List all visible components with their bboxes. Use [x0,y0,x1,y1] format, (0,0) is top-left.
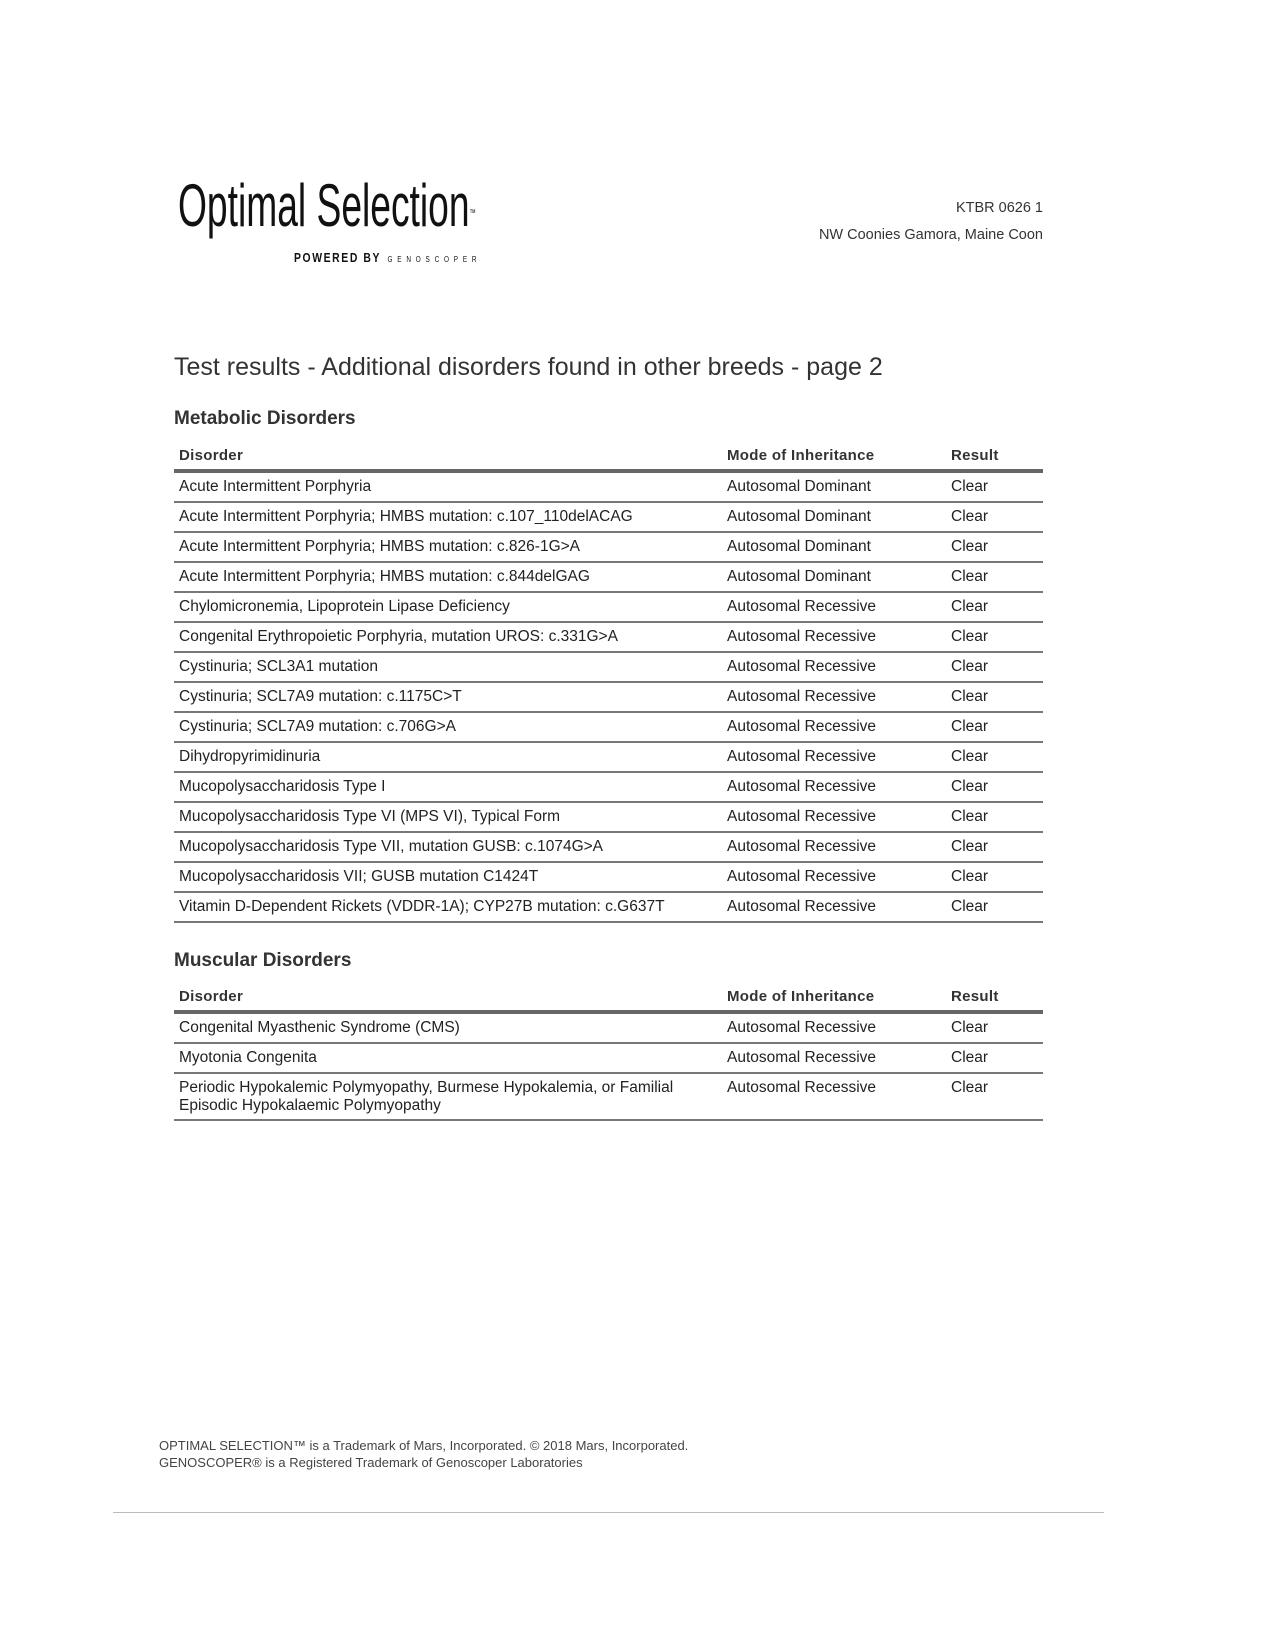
table-row [174,682,1043,712]
table-row [174,471,1043,502]
footer-line-2: GENOSCOPER® is a Registered Trademark of Genoscoper Laboratories [159,1454,583,1470]
inheritance-cell: Autosomal Recessive [722,1043,946,1073]
result-cell: Clear [946,862,1043,892]
inheritance-cell: Autosomal Recessive [722,712,946,742]
table-row [174,772,1043,802]
table-row [174,1012,1043,1043]
result-cell: Clear [946,892,1043,922]
table-row [174,502,1043,532]
result-cell: Clear [946,1012,1043,1043]
result-cell: Clear [946,622,1043,652]
disorder-cell: Mucopolysaccharidosis Type VII, mutation GUSB: c.1074G>A [174,832,722,862]
col-header-disorder: Disorder [174,983,722,1012]
footer-trademark [159,1438,688,1471]
disorder-cell: Cystinuria; SCL7A9 mutation: c.1175C>T [174,682,722,712]
logo-brand: Optimal Selection [178,172,470,239]
table-row [174,712,1043,742]
table-header-row [174,442,1043,471]
inheritance-cell: Autosomal Recessive [722,892,946,922]
inheritance-cell: Autosomal Dominant [722,562,946,592]
disorder-cell: Congenital Myasthenic Syndrome (CMS) [174,1012,722,1043]
result-cell: Clear [946,802,1043,832]
optimal-selection-logo [178,172,658,239]
col-header-result: Result [946,983,1043,1012]
result-cell: Clear [946,562,1043,592]
result-cell: Clear [946,1043,1043,1073]
table-row [174,532,1043,562]
inheritance-cell: Autosomal Recessive [722,592,946,622]
footer-divider [113,1512,1104,1513]
col-header-disorder: Disorder [174,442,722,471]
col-header-mode: Mode of Inheritance [722,442,946,471]
powered-by-genoscoper [294,250,481,265]
table-row [174,562,1043,592]
table-row [174,1073,1043,1120]
disorder-cell: Mucopolysaccharidosis Type I [174,772,722,802]
table-row [174,832,1043,862]
table-row [174,1043,1043,1073]
disorder-cell: Acute Intermittent Porphyria [174,471,722,502]
table-header-row [174,983,1043,1012]
table-row [174,652,1043,682]
powered-by-label: POWERED BY [294,250,382,265]
disorder-cell: Chylomicronemia, Lipoprotein Lipase Deficiency [174,592,722,622]
result-cell: Clear [946,652,1043,682]
inheritance-cell: Autosomal Dominant [722,532,946,562]
section-heading-muscular: Muscular Disorders [174,950,352,971]
section-heading-metabolic: Metabolic Disorders [174,408,356,429]
inheritance-cell: Autosomal Recessive [722,1073,946,1120]
inheritance-cell: Autosomal Recessive [722,622,946,652]
result-cell: Clear [946,742,1043,772]
disorder-cell: Vitamin D-Dependent Rickets (VDDR-1A); CYP27B mutation: c.G637T [174,892,722,922]
result-cell: Clear [946,592,1043,622]
disorder-cell: Acute Intermittent Porphyria; HMBS mutation: c.107_110delACAG [174,502,722,532]
disorder-cell: Dihydropyrimidinuria [174,742,722,772]
inheritance-cell: Autosomal Dominant [722,502,946,532]
table-row [174,742,1043,772]
result-cell: Clear [946,832,1043,862]
disorder-cell: Cystinuria; SCL7A9 mutation: c.706G>A [174,712,722,742]
result-cell: Clear [946,1073,1043,1120]
disorder-cell: Cystinuria; SCL3A1 mutation [174,652,722,682]
disorder-cell: Myotonia Congenita [174,1043,722,1073]
disorder-cell: Mucopolysaccharidosis Type VI (MPS VI), Typical Form [174,802,722,832]
table-row [174,622,1043,652]
inheritance-cell: Autosomal Recessive [722,682,946,712]
inheritance-cell: Autosomal Recessive [722,742,946,772]
inheritance-cell: Autosomal Recessive [722,1012,946,1043]
inheritance-cell: Autosomal Recessive [722,832,946,862]
result-cell: Clear [946,502,1043,532]
result-cell: Clear [946,471,1043,502]
table-row [174,862,1043,892]
table-row [174,592,1043,622]
table-row [174,892,1043,922]
footer-line-1: OPTIMAL SELECTION™ is a Trademark of Mars, Incorporated. © 2018 Mars, Incorporated. [159,1438,689,1453]
disorder-cell: Congenital Erythropoietic Porphyria, mutation UROS: c.331G>A [174,622,722,652]
result-cell: Clear [946,682,1043,712]
disorder-cell: Periodic Hypokalemic Polymyopathy, Burmese Hypokalemia, or Familial Episodic Hypokalaemic Polymyopathy [174,1073,722,1120]
result-cell: Clear [946,772,1043,802]
cat-name-breed: NW Coonies Gamora, Maine Coon [818,227,1043,243]
genoscoper-logo: GENOSCOPER [387,255,482,264]
logo-tm: ™ [469,208,476,219]
col-header-result: Result [946,442,1043,471]
disorder-cell: Acute Intermittent Porphyria; HMBS mutation: c.844delGAG [174,562,722,592]
inheritance-cell: Autosomal Recessive [722,652,946,682]
table-row [174,802,1043,832]
result-cell: Clear [946,532,1043,562]
result-cell: Clear [946,712,1043,742]
muscular-disorders-table [174,983,1043,1121]
metabolic-disorders-table [174,442,1043,923]
disorder-cell: Mucopolysaccharidosis VII; GUSB mutation C1424T [174,862,722,892]
page-title: Test results - Additional disorders found in other breeds - page 2 [174,353,883,381]
col-header-mode: Mode of Inheritance [722,983,946,1012]
disorder-cell: Acute Intermittent Porphyria; HMBS mutation: c.826-1G>A [174,532,722,562]
inheritance-cell: Autosomal Recessive [722,772,946,802]
inheritance-cell: Autosomal Recessive [722,862,946,892]
registration-id: KTBR 0626 1 [955,200,1043,216]
inheritance-cell: Autosomal Recessive [722,802,946,832]
inheritance-cell: Autosomal Dominant [722,471,946,502]
